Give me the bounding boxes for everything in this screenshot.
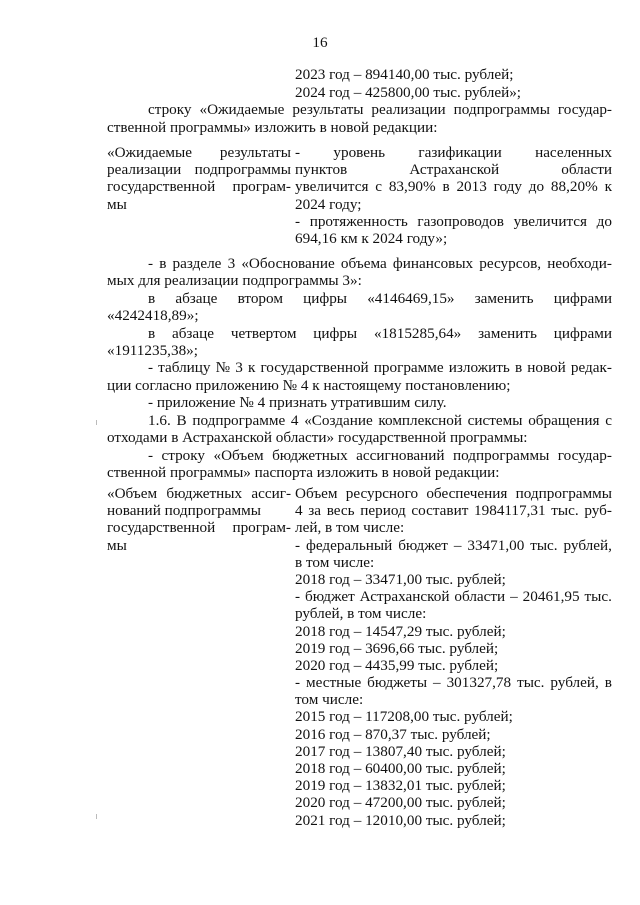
word: подпрограммы xyxy=(453,101,550,118)
word: местные xyxy=(306,674,362,692)
cell-line: мы xyxy=(107,536,127,554)
word: абзаце xyxy=(175,290,218,307)
word: к xyxy=(604,178,612,196)
cell-line: 2020 год – 47200,00 тыс. рублей; xyxy=(295,794,506,812)
word: 4 xyxy=(290,412,299,429)
word: разделе xyxy=(172,255,222,272)
word: ассиг- xyxy=(251,485,291,502)
cell-line xyxy=(295,502,612,519)
scan-mark xyxy=(96,420,97,425)
word: подпрограммы xyxy=(453,447,550,464)
word: тыс. xyxy=(517,674,545,692)
word: комплексной xyxy=(378,412,462,429)
section3-line11: отходами в Астраханской области» государственной программы: xyxy=(107,429,528,446)
word: подпрограммы xyxy=(194,161,291,179)
cell-line: 2024 году; xyxy=(295,195,362,213)
word: необходи- xyxy=(547,255,612,272)
word: «Ожидаемые xyxy=(199,101,285,118)
table2-right-cell xyxy=(295,485,612,829)
word: «1815285,64» xyxy=(373,325,462,342)
word: «Создание xyxy=(304,412,373,429)
word: 3 xyxy=(227,255,236,272)
word: 83,90% xyxy=(388,178,436,196)
word: - xyxy=(295,536,301,554)
cell-line: 2021 год – 12010,00 тыс. рублей; xyxy=(295,811,506,829)
word: в xyxy=(159,255,167,272)
word: государственной xyxy=(107,519,216,537)
cell-line: лей, в том числе: xyxy=(295,519,405,537)
word: объема xyxy=(340,255,387,272)
para1-line1 xyxy=(148,101,612,118)
word: бюджеты xyxy=(367,674,428,692)
word: абзаце xyxy=(171,325,215,342)
section3-line2: мых для реализации подпрограммы 3»: xyxy=(107,272,362,289)
table1-left-cell xyxy=(107,144,291,213)
word: подпрограммы xyxy=(515,485,612,502)
section3-line13: ственной программы» паспорта изложить в новой редакции: xyxy=(107,464,500,481)
cell-line xyxy=(107,178,291,195)
section3-line12 xyxy=(148,447,612,464)
cell-line: в том числе: xyxy=(295,553,375,571)
word: 88,20% xyxy=(550,178,598,196)
word: период xyxy=(360,502,406,520)
word: увеличится xyxy=(295,178,369,196)
word: таблицу xyxy=(158,359,211,376)
word: № xyxy=(215,359,231,376)
cell-line: 2018 год – 14547,29 тыс. рублей; xyxy=(295,622,506,640)
table1-right-cell xyxy=(295,144,612,247)
word: бюджет xyxy=(305,588,355,606)
word: до xyxy=(528,178,545,196)
page-number: 16 xyxy=(312,34,328,51)
word: 33471,00 xyxy=(467,536,525,554)
word: - xyxy=(148,255,154,272)
word: государ- xyxy=(557,447,612,464)
word: «Объем xyxy=(107,485,158,502)
cell-line xyxy=(295,161,612,178)
word: тыс. xyxy=(530,536,558,554)
word: области xyxy=(561,161,612,179)
word: «4146469,15» xyxy=(367,290,455,307)
word: програм- xyxy=(232,178,291,196)
word: с xyxy=(605,412,612,429)
word: федеральный xyxy=(305,536,393,554)
word: тыс. xyxy=(584,588,612,606)
word: газификации xyxy=(418,144,502,161)
word: 20461,95 xyxy=(522,588,580,606)
word: заменить xyxy=(474,290,534,307)
cell-line: мы xyxy=(107,195,127,213)
cell-line: рублей, в том числе: xyxy=(295,605,427,623)
cell-line: 2015 год – 117208,00 тыс. рублей; xyxy=(295,708,513,726)
word: – xyxy=(433,674,441,692)
word: в xyxy=(514,359,523,376)
word: в xyxy=(148,290,156,307)
word: новой xyxy=(527,359,566,376)
word: заменить xyxy=(478,325,537,342)
word: «Обоснование xyxy=(241,255,335,272)
word: - xyxy=(148,447,154,464)
word: весь xyxy=(326,502,355,520)
section3-line7 xyxy=(148,359,612,376)
cell-line xyxy=(295,485,612,502)
word: - xyxy=(295,674,301,692)
word: обращения xyxy=(528,412,600,429)
word: ресурсного xyxy=(345,485,419,502)
cell-line xyxy=(107,519,291,536)
word: системы xyxy=(467,412,523,429)
cell-line xyxy=(295,213,612,230)
word: до xyxy=(596,212,612,230)
cell-line: 2019 год – 3696,66 тыс. рублей; xyxy=(295,639,499,657)
word: Астраханской xyxy=(409,161,500,179)
word: ресурсов, xyxy=(479,255,542,272)
word: подпрограмме xyxy=(192,412,286,429)
section3-line9: - приложение № 4 признать утратившим силу. xyxy=(148,394,447,411)
word: ассигнований xyxy=(356,447,445,464)
cell-line: 2018 год – 60400,00 тыс. рублей; xyxy=(295,760,506,777)
word: обеспечения xyxy=(426,485,508,502)
word: «Объем xyxy=(213,447,264,464)
word: програм- xyxy=(232,519,291,537)
word: строку xyxy=(148,101,192,118)
word: государственной xyxy=(260,359,369,376)
word: руб- xyxy=(584,502,612,520)
section3-line10 xyxy=(148,412,612,429)
word: реализации xyxy=(371,101,446,118)
word: в xyxy=(442,178,450,196)
word: с xyxy=(375,178,383,196)
cell-line: нований подпрограммы xyxy=(107,502,261,520)
cell-line: 694,16 км к 2024 году»; xyxy=(295,229,448,247)
word: году xyxy=(493,178,522,196)
cell-line: 2020 год – 4435,99 тыс. рублей; xyxy=(295,656,499,674)
word: к xyxy=(247,359,256,376)
word: цифры xyxy=(303,290,348,307)
word: протяженность xyxy=(309,212,408,230)
cell-line xyxy=(295,537,612,554)
word: результаты xyxy=(219,144,291,161)
word: 4 xyxy=(295,502,303,520)
word: 1.6. xyxy=(148,412,171,429)
table2-left-cell xyxy=(107,485,291,554)
word: цифрами xyxy=(553,290,612,307)
section3-line5 xyxy=(148,325,612,342)
section3-line1 xyxy=(148,255,612,272)
word: в xyxy=(148,325,156,342)
word: бюджет xyxy=(398,536,448,554)
word: изложить xyxy=(448,359,510,376)
word: четвертом xyxy=(230,325,297,342)
cell-line xyxy=(107,144,291,161)
word: государ- xyxy=(557,101,612,118)
cell-line xyxy=(295,588,612,605)
word: уровень xyxy=(333,144,386,161)
cell-line xyxy=(107,485,291,502)
word: увеличится xyxy=(513,212,588,230)
word: цифрами xyxy=(553,325,612,342)
word: 3 xyxy=(235,359,243,376)
word: Объем xyxy=(295,485,338,502)
word: втором xyxy=(237,290,283,307)
cell-line: том числе: xyxy=(295,691,364,709)
word: 2013 xyxy=(456,178,487,196)
section3-line6: «1911235,38»; xyxy=(107,342,198,359)
scan-mark xyxy=(96,814,97,819)
word: – xyxy=(453,536,462,554)
word: в xyxy=(604,674,612,692)
word: государственной xyxy=(107,178,216,196)
word: 1984117,31 xyxy=(474,502,546,520)
section3-line4: «4242418,89»; xyxy=(107,307,199,324)
funding-line-2023: 2023 год – 894140,00 тыс. рублей; xyxy=(295,66,514,83)
cell-line xyxy=(295,144,612,161)
word: результаты xyxy=(292,101,364,118)
word: бюджетных xyxy=(166,485,243,502)
word: - xyxy=(295,144,301,161)
cell-line xyxy=(107,161,291,178)
word: области xyxy=(454,588,506,606)
word: финансовых xyxy=(392,255,474,272)
word: бюджетных xyxy=(272,447,348,464)
word: редак- xyxy=(570,359,612,376)
word: - xyxy=(148,359,154,376)
word: «Ожидаемые xyxy=(107,144,192,161)
word: – xyxy=(510,588,518,606)
funding-line-2024: 2024 год – 425800,00 тыс. рублей»; xyxy=(295,84,522,101)
word: программе xyxy=(373,359,444,376)
word: пунктов xyxy=(295,161,348,179)
section3-line3 xyxy=(148,290,612,307)
word: рублей, xyxy=(563,536,612,554)
word: - xyxy=(295,212,301,230)
para1-line2: ственной программы» изложить в новой редакции: xyxy=(107,119,438,136)
word: за xyxy=(308,502,322,520)
word: населенных xyxy=(535,144,612,161)
word: газопроводов xyxy=(417,212,504,230)
cell-line xyxy=(295,178,612,195)
word: тыс. xyxy=(551,502,579,520)
word: 301327,78 xyxy=(446,674,512,692)
word: строку xyxy=(161,447,206,464)
word: рублей, xyxy=(550,674,599,692)
word: В xyxy=(176,412,187,429)
word: Астраханской xyxy=(359,588,450,606)
cell-line: 2017 год – 13807,40 тыс. рублей; xyxy=(295,742,506,760)
word: реализации xyxy=(107,161,182,179)
section3-line8: ции согласно приложению № 4 к настоящему постановлению; xyxy=(107,377,511,394)
word: - xyxy=(295,588,301,606)
cell-line: 2016 год – 870,37 тыс. рублей; xyxy=(295,725,491,743)
word: составит xyxy=(411,502,469,520)
cell-line: 2018 год – 33471,00 тыс. рублей; xyxy=(295,570,506,588)
word: цифры xyxy=(313,325,358,342)
cell-line xyxy=(295,674,612,691)
cell-line: 2019 год – 13832,01 тыс. рублей; xyxy=(295,777,506,795)
